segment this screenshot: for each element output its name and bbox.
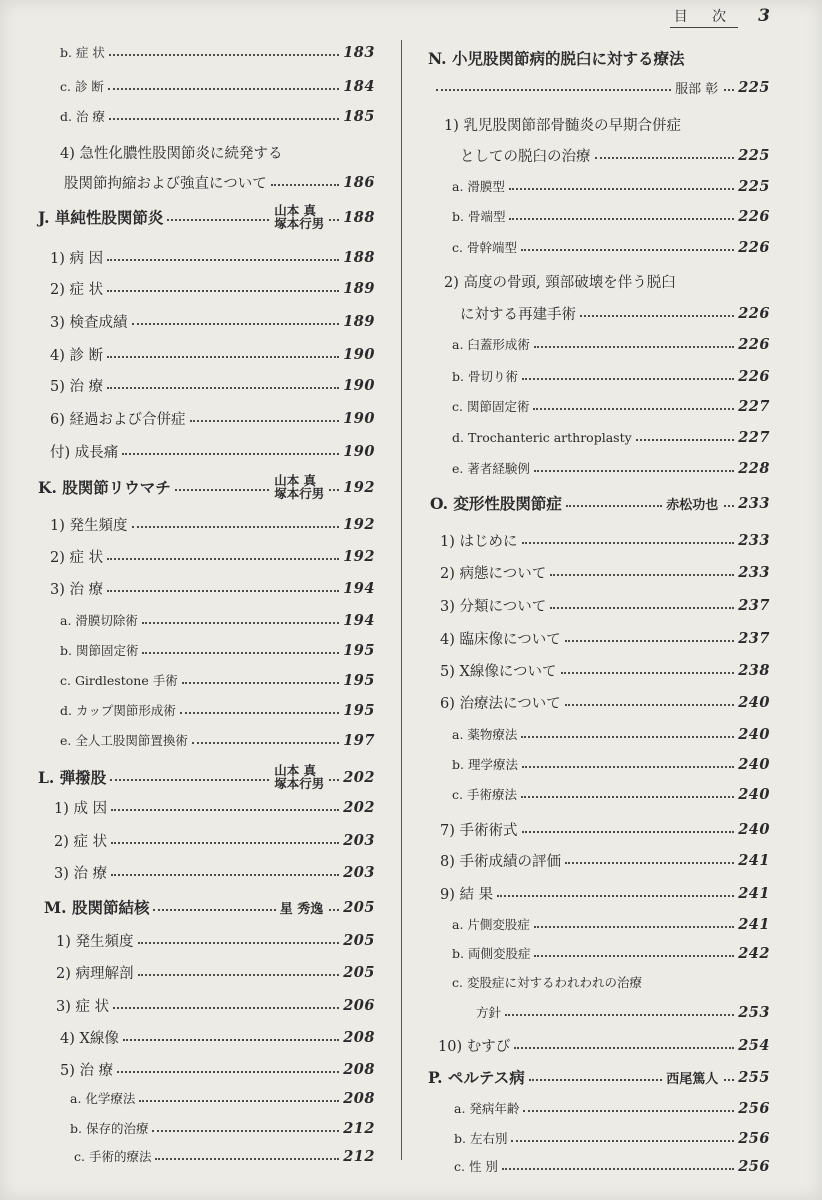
toc-page-number: 256: [738, 1157, 770, 1175]
dot-leader: [132, 526, 340, 528]
toc-entry: [440, 656, 770, 684]
toc-entry-title: 3) 検査成績: [50, 314, 128, 331]
toc-entry-title: L. 弾撥股: [38, 768, 107, 787]
toc-entry: [50, 371, 375, 399]
toc-page-number: 226: [738, 207, 770, 225]
dot-leader: [595, 157, 735, 159]
toc-page-number: 203: [343, 863, 375, 881]
toc-entry: [452, 968, 642, 996]
toc-entry: [440, 558, 770, 586]
toc-page-number: 225: [738, 177, 770, 195]
dot-leader: [565, 704, 735, 706]
dot-leader: [107, 558, 339, 560]
author-name: 塚本行男: [274, 216, 325, 231]
toc-entry: [452, 454, 770, 482]
dot-leader: [580, 315, 734, 317]
toc-entry: [452, 720, 770, 748]
toc-entry: [38, 203, 375, 231]
toc-entry: [460, 299, 770, 327]
toc-page-number: 233: [738, 531, 770, 549]
dot-leader: [142, 622, 339, 624]
toc-entry-title: b. 保存的治療: [70, 1121, 149, 1136]
dot-leader: [522, 831, 735, 833]
toc-entry: [476, 998, 770, 1026]
toc-entry-title: b. 症 状: [60, 45, 105, 60]
dot-leader: [107, 259, 339, 261]
dot-leader: [153, 909, 275, 911]
toc-entry-title: d. カップ関節形成術: [60, 703, 176, 718]
toc-entry-title: c. 骨幹端型: [452, 240, 517, 255]
toc-entry-title: b. 両側変股症: [452, 946, 531, 961]
toc-entry-title: d. 治 療: [60, 109, 105, 124]
toc-page-number: 255: [738, 1068, 770, 1086]
toc-page-number: 190: [343, 409, 375, 427]
toc-page-number: 192: [343, 515, 375, 533]
toc-page-number: 254: [738, 1036, 770, 1054]
toc-page-number: 203: [343, 831, 375, 849]
toc-entry-title: 3) 症 状: [56, 998, 110, 1015]
toc-page-number: 208: [343, 1089, 375, 1107]
dot-leader: [566, 505, 662, 507]
dot-leader: [108, 88, 339, 90]
toc-entry-title: 1) はじめに: [440, 533, 518, 550]
toc-entry-title: a. 片側変股症: [452, 917, 530, 932]
toc-entry-title: 9) 結 果: [440, 886, 494, 903]
toc-entry-title: c. 診 断: [60, 79, 104, 94]
toc-page-number: 188: [343, 248, 375, 266]
toc-page-number: 202: [343, 768, 375, 786]
toc-entry: [60, 38, 375, 66]
dot-leader: [138, 942, 340, 944]
dot-leader: [109, 54, 339, 56]
toc-entry: [444, 110, 681, 138]
toc-entry-author: 赤松功也: [666, 497, 719, 513]
dot-leader: [565, 640, 735, 642]
toc-entry-author: 星 秀逸: [279, 901, 324, 917]
dot-leader: [109, 118, 339, 120]
dot-leader: [117, 1071, 339, 1073]
toc-entry-title: a. 発病年齢: [454, 1101, 520, 1116]
toc-page-number: 240: [738, 725, 770, 743]
toc-entry: [38, 473, 375, 501]
toc-page-number: 208: [343, 1060, 375, 1078]
dot-leader: [122, 453, 339, 455]
toc-entry-title: c. 性 別: [454, 1159, 498, 1174]
dot-leader: [436, 89, 671, 91]
toc-entry: [60, 138, 283, 166]
toc-page-number: 184: [343, 77, 375, 95]
dot-leader: [521, 736, 734, 738]
toc-entry: [440, 526, 770, 554]
dot-leader: [107, 356, 339, 358]
toc-entry-title: 付) 成長痛: [50, 444, 119, 461]
toc-entry-title: a. 化学療法: [70, 1091, 136, 1106]
toc-entry: [56, 926, 375, 954]
toc-entry-author: 服部 彰: [675, 81, 719, 97]
dot-leader: [111, 809, 339, 811]
toc-entry: [70, 1084, 375, 1112]
toc-page-number: 194: [343, 579, 375, 597]
author-name: 山本 真: [274, 763, 317, 778]
toc-entry-title: 10) むすび: [438, 1038, 511, 1055]
dot-leader: [534, 955, 734, 957]
toc-entry: [60, 606, 375, 634]
toc-entry-title: N. 小児股関節病的脱臼に対する療法: [428, 49, 685, 68]
dot-leader: [192, 742, 339, 744]
toc-page-number: 185: [343, 107, 375, 125]
toc-page-number: 189: [343, 279, 375, 297]
dot-leader: [521, 796, 734, 798]
dot-leader: [550, 574, 734, 576]
toc-page-number: 192: [343, 547, 375, 565]
toc-entry: [60, 726, 375, 754]
toc-entry: [64, 168, 375, 196]
dot-leader: [521, 249, 734, 251]
dot-leader: [139, 1100, 339, 1102]
dot-leader: [529, 1079, 662, 1081]
dot-leader: [502, 1168, 734, 1170]
toc-entry: [444, 267, 676, 295]
toc-page-number: 195: [343, 671, 375, 689]
toc-entry: [70, 1114, 375, 1142]
toc-entry-authors: [274, 204, 324, 230]
toc-page-number: 228: [738, 459, 770, 477]
toc-entry-title: 2) 症 状: [54, 833, 108, 850]
toc-entry: [452, 330, 770, 358]
toc-entry: [60, 72, 375, 100]
toc-entry-title: a. 滑膜型: [452, 179, 505, 194]
toc-entry-title: 8) 手術成績の評価: [440, 853, 561, 870]
toc-entry: [438, 1031, 770, 1059]
toc-entry: [56, 958, 375, 986]
toc-page-number: 186: [343, 173, 375, 191]
toc-page-number: 189: [343, 312, 375, 330]
toc-page-number: 256: [738, 1129, 770, 1147]
toc-page-number: 227: [738, 428, 770, 446]
toc-page-number: 225: [738, 146, 770, 164]
dot-leader: [522, 378, 734, 380]
toc-page-number: 190: [343, 442, 375, 460]
dot-leader: [107, 290, 339, 292]
dot-leader: [155, 1158, 339, 1160]
toc-entry: [54, 793, 375, 821]
toc-entry-title: 2) 高度の骨頭, 頸部破壊を伴う脱臼: [444, 274, 676, 291]
dot-leader: [724, 1079, 734, 1081]
toc-entry-title: M. 股関節結核: [44, 898, 150, 917]
toc-entry-title: 2) 症 状: [50, 281, 104, 298]
toc-page-number: 237: [738, 629, 770, 647]
toc-entry-title: c. 関節固定術: [452, 399, 530, 414]
toc-page-number: 194: [343, 611, 375, 629]
toc-entry: [38, 763, 375, 791]
toc-entry: [452, 202, 770, 230]
toc-entry-title: a. 滑膜切除術: [60, 613, 138, 628]
dot-leader: [505, 1014, 734, 1016]
dot-leader: [329, 909, 339, 911]
running-header: [670, 6, 770, 28]
dot-leader: [509, 218, 734, 220]
dot-leader: [497, 895, 734, 897]
toc-page-number: 240: [738, 820, 770, 838]
toc-entry-title: 1) 発生頻度: [56, 933, 134, 950]
toc-page-number: 253: [738, 1003, 770, 1021]
toc-entry: [452, 780, 770, 808]
toc-entry: [50, 274, 375, 302]
toc-entry-title: d. Trochanteric arthroplasty: [452, 429, 632, 445]
toc-page-number: 233: [738, 563, 770, 581]
author-name: 山本 真: [274, 473, 317, 488]
toc-entry: [74, 1142, 375, 1170]
toc-entry-title: としての脱臼の治療: [460, 148, 591, 165]
dot-leader: [110, 779, 269, 781]
dot-leader: [142, 652, 339, 654]
toc-entry: [440, 591, 770, 619]
toc-entry: [60, 666, 375, 694]
toc-entry-title: 3) 分類について: [440, 598, 547, 615]
toc-page-number: 206: [343, 996, 375, 1014]
toc-entry-title: 7) 手術術式: [440, 822, 518, 839]
toc-entry-title: b. 関節固定術: [60, 643, 139, 658]
toc-entry-title: c. 変股症に対するわれわれの治療: [452, 975, 642, 990]
toc-page-number: 225: [738, 78, 770, 96]
toc-entry: [440, 688, 770, 716]
dot-leader: [550, 607, 734, 609]
toc-entry: [452, 172, 770, 200]
toc-entry: [440, 846, 770, 874]
dot-leader: [111, 842, 339, 844]
dot-leader: [271, 184, 340, 186]
toc-entry-title: O. 変形性股関節症: [430, 494, 562, 513]
dot-leader: [123, 1039, 339, 1041]
toc-page-number: 237: [738, 596, 770, 614]
toc-entry-title: 1) 発生頻度: [50, 517, 128, 534]
toc-page-number: 195: [343, 701, 375, 719]
toc-entry: [452, 392, 770, 420]
author-name: 塚本行男: [274, 486, 325, 501]
toc-page-number: 240: [738, 785, 770, 803]
toc-entry: [440, 624, 770, 652]
dot-leader: [182, 682, 340, 684]
toc-entry-title: 3) 治 療: [54, 865, 108, 882]
dot-leader: [180, 712, 339, 714]
toc-page-number: 226: [738, 304, 770, 322]
toc-entry-title: b. 理学療法: [452, 757, 518, 772]
column-divider: [401, 40, 402, 1160]
toc-entry-title: 股関節拘縮および強直について: [64, 175, 267, 192]
toc-entry: [50, 404, 375, 432]
dot-leader: [522, 542, 735, 544]
toc-entry: [428, 44, 684, 72]
toc-entry: [50, 510, 375, 538]
toc-entry-title: b. 骨切り術: [452, 369, 518, 384]
toc-entry: [60, 696, 375, 724]
toc-entry-title: 6) 治療法について: [440, 695, 561, 712]
dot-leader: [152, 1130, 339, 1132]
toc-entry-title: に対する再建手術: [460, 306, 576, 323]
toc-entry-title: 3) 治 療: [50, 581, 104, 598]
dot-leader: [565, 862, 734, 864]
toc-entry-title: a. 臼蓋形成術: [452, 337, 530, 352]
toc-entry: [50, 574, 375, 602]
toc-entry: [50, 437, 375, 465]
toc-entry: [452, 362, 770, 390]
dot-leader: [167, 219, 269, 221]
dot-leader: [113, 1007, 339, 1009]
toc-entry-title: e. 全人工股関節置換術: [60, 733, 188, 748]
toc-entry: [50, 243, 375, 271]
toc-entry: [44, 893, 375, 921]
toc-page-number: 241: [738, 851, 770, 869]
toc-page-number: 226: [738, 367, 770, 385]
toc-page-number: 226: [738, 238, 770, 256]
toc-entry: [54, 858, 375, 886]
dot-leader: [111, 874, 339, 876]
dot-leader: [522, 766, 734, 768]
dot-leader: [724, 89, 734, 91]
toc-page-number: 233: [738, 494, 770, 512]
dot-leader: [561, 672, 735, 674]
toc-entry: [454, 1124, 770, 1152]
dot-leader: [175, 489, 269, 491]
toc-entry-title: b. 左右別: [454, 1131, 508, 1146]
toc-entry-title: c. Girdlestone 手術: [60, 673, 178, 688]
toc-entry: [56, 991, 375, 1019]
toc-page-number: 205: [343, 963, 375, 981]
toc-page-number: 212: [343, 1147, 375, 1165]
toc-entry: [50, 542, 375, 570]
toc-entry-title: 1) 乳児股関節部骨髄炎の早期合併症: [444, 117, 681, 134]
toc-entry-title: c. 手術療法: [452, 787, 517, 802]
toc-entry-title: 1) 成 因: [54, 800, 108, 817]
toc-entry-authors: [274, 764, 324, 790]
toc-entry-title: 方針: [476, 1005, 502, 1020]
author-name: 山本 真: [274, 203, 317, 218]
toc-entry-title: K. 股関節リウマチ: [38, 478, 171, 497]
toc-page-number: 197: [343, 731, 375, 749]
toc-page-number: 188: [343, 208, 375, 226]
toc-entry-title: 5) X線像について: [440, 663, 557, 680]
dot-leader: [514, 1047, 734, 1049]
toc-page-number: 192: [343, 478, 375, 496]
toc-entry-title: c. 手術的療法: [74, 1149, 152, 1164]
toc-page-number: 205: [343, 898, 375, 916]
toc-entry-title: J. 単純性股関節炎: [38, 208, 164, 227]
toc-entry-authors: [274, 474, 324, 500]
toc-entry-title: 1) 病 因: [50, 250, 104, 267]
dot-leader: [509, 188, 734, 190]
toc-entry: [452, 750, 770, 778]
toc-entry-title: 4) 臨床像について: [440, 631, 561, 648]
header-label: 目 次: [670, 6, 738, 28]
dot-leader: [329, 779, 339, 781]
dot-leader: [132, 323, 340, 325]
toc-entry-title: 5) 治 療: [50, 378, 104, 395]
toc-entry-title: P. ペルテス病: [428, 1068, 525, 1087]
dot-leader: [534, 926, 734, 928]
dot-leader: [523, 1110, 734, 1112]
toc-page-number: 241: [738, 915, 770, 933]
toc-page-number: 212: [343, 1119, 375, 1137]
toc-entry: [428, 1063, 770, 1091]
toc-page-number: 240: [738, 755, 770, 773]
dot-leader: [511, 1140, 734, 1142]
header-page-number: 3: [758, 6, 770, 26]
toc-page-number: 202: [343, 798, 375, 816]
toc-page-number: 183: [343, 43, 375, 61]
toc-page-number: 208: [343, 1028, 375, 1046]
toc-entry-title: 6) 経過および合併症: [50, 411, 186, 428]
toc-entry-title: 2) 症 状: [50, 549, 104, 566]
toc-entry: [430, 489, 770, 517]
toc-page-number: 226: [738, 335, 770, 353]
toc-page-number: 240: [738, 693, 770, 711]
toc-entry: [60, 1055, 375, 1083]
toc-entry: [60, 636, 375, 664]
toc-entry-title: e. 著者経験例: [452, 461, 530, 476]
dot-leader: [329, 489, 339, 491]
toc-entry-title: a. 薬物療法: [452, 727, 518, 742]
toc-page-number: 190: [343, 376, 375, 394]
toc-entry: [50, 340, 375, 368]
dot-leader: [107, 590, 339, 592]
toc-page-number: 241: [738, 884, 770, 902]
toc-entry: [460, 141, 770, 169]
toc-entry: [454, 1152, 770, 1180]
toc-entry: [50, 307, 375, 335]
author-name: 塚本行男: [274, 776, 325, 791]
toc-entry: [440, 815, 770, 843]
toc-page-number: 195: [343, 641, 375, 659]
toc-entry: [452, 233, 770, 261]
dot-leader: [190, 420, 340, 422]
toc-entry-title: 2) 病態について: [440, 565, 547, 582]
toc-entry: [454, 1094, 770, 1122]
toc-entry-title: 2) 病理解剖: [56, 965, 134, 982]
toc-entry: [54, 826, 375, 854]
dot-leader: [138, 974, 340, 976]
dot-leader: [534, 346, 734, 348]
toc-entry: [432, 73, 770, 101]
toc-page-number: 256: [738, 1099, 770, 1117]
toc-page-number: 242: [738, 944, 770, 962]
dot-leader: [534, 470, 734, 472]
toc-entry-title: 5) 治 療: [60, 1062, 114, 1079]
dot-leader: [107, 387, 339, 389]
toc-page-number: 205: [343, 931, 375, 949]
toc-page-number: 190: [343, 345, 375, 363]
dot-leader: [724, 505, 734, 507]
toc-entry: [452, 910, 770, 938]
toc-entry: [452, 423, 770, 451]
toc-entry: [60, 102, 375, 130]
toc-entry-author: 西尾篤人: [666, 1071, 719, 1087]
toc-entry: [60, 1023, 375, 1051]
dot-leader: [533, 408, 734, 410]
toc-entry: [452, 939, 770, 967]
toc-page-number: 227: [738, 397, 770, 415]
dot-leader: [329, 219, 339, 221]
toc-entry-title: 4) 急性化膿性股関節炎に続発する: [60, 145, 283, 162]
toc-page-number: 238: [738, 661, 770, 679]
dot-leader: [636, 439, 735, 441]
toc-entry-title: b. 骨端型: [452, 209, 506, 224]
toc-entry-title: 4) X線像: [60, 1030, 119, 1047]
toc-entry: [440, 879, 770, 907]
toc-entry-title: 4) 診 断: [50, 347, 104, 364]
